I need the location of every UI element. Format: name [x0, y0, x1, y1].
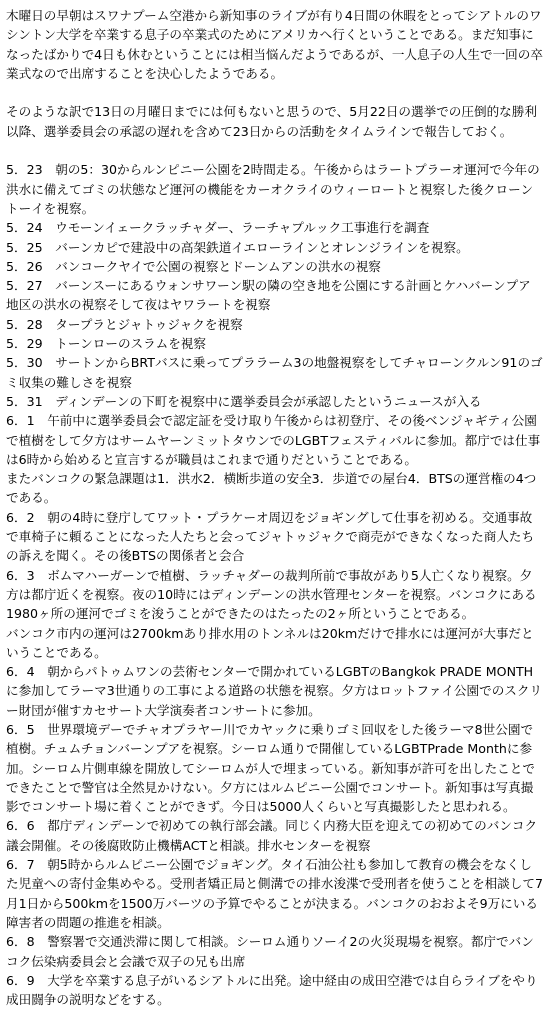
paragraph-gap — [6, 83, 543, 102]
timeline-entry-0526: 5．26 バンコークヤイで公園の視察とドーンムアンの洪水の視察 — [6, 258, 381, 274]
paragraph-gap — [6, 141, 543, 160]
intro-paragraph-2: そのような訳で13日の月曜日までには何もないと思うので、5月22日の選挙での圧倒的な勝利以降、選挙委員会の承認の遅れを含めて23日からの活動をタイムラインで報告しておく。 — [6, 104, 537, 139]
timeline-entry-0528: 5．28 タープラとジャトゥジャクを視察 — [6, 316, 243, 332]
timeline-entry-0602: 6．2 朝の4時に登庁してワット・プラケーオ周辺をジョギングして仕事を初める。交通事故で車椅子に頼ることになった人たちと会ってジャトゥジャクで商売ができなくなった商人たちの訴えを聞く。その後BTSの関係者と会合 — [6, 509, 535, 564]
timeline-entry-0601: 6．1 午前中に選挙委員会で認定証を受け取り午後からは初登庁、その後ベンジャギティ公園で植樹をして夕方はサームヤーンミットタウンでのLGBTフェスティバルに参加。都庁では仕事は6時から始めると宣言するが職員はこれまで通りだということである。 — [6, 413, 541, 467]
timeline-entry-0604: 6．4 朝からパトゥムワンの芸術センターで開かれているLGBTのBangkok PRADE MONTHに参加してラーマ3世通りの工事による道路の状態を視察。夕方はロットファイ公園でのスクリー財団が催すカセサート大学演奏者コンサートに参加。 — [6, 664, 543, 718]
timeline-entry-0525: 5．25 バーンカピで建設中の高架鉄道イエローラインとオレンジラインを視察。 — [6, 239, 469, 255]
intro-paragraph-1: 木曜日の早朝はスワナプーム空港から新知事のライブが有り4日間の休暇をとってシアトルのワシントン大学を卒業する息子の卒業式のためにアメリカへ行くということである。まだ知事になったばかりで4日も休むということには相当悩んだようであるが、一人息子の人生で一回の卒業式なので出席することを決心したようである。 — [6, 8, 543, 81]
timeline-entry-0603: 6．3 ボムマハーガーンで植樹、ラッチャダーの裁判所前で事故があり5人亡くなり視察。夕方は都庁近くを視察。夜の10時にはディンデーンの洪水管理センターを視察。バンコクにある1980ヶ所の運河でゴミを浚うことができたのはたったの2ヶ所ということである。 — [6, 567, 537, 622]
timeline-entry-0531: 5．31 ディンデーンの下町を視察中に選挙委員会が承認したというニュースが入る — [6, 393, 482, 409]
timeline-entry-0529: 5．29 トーンローのスラムを視察 — [6, 336, 206, 352]
timeline-entry-0601-note: またバンコクの緊急課題は1．洪水2．横断歩道の安全3．歩道での屋台4．BTSの運営権の4つである。 — [6, 471, 537, 506]
timeline-entry-0609: 6．9 大学を卒業する息子がいるシアトルに出発。途中経由の成田空港では自らライブをやり成田闘争の説明などをする。 — [6, 972, 538, 1008]
timeline-entry-0605: 6．5 世界環境デーでチャオプラヤー川でカヤックに乗りゴミ回収をした後ラーマ8世公園で植樹。チュムチョンバーンプアを視察。シーロム通りで開催しているLGBTPrade Monthに参加。シーロム片側車線を開放してシーロムが人で埋まっている。新知事が許可を出したことでできたことで警官は全然見かけない。夕方にはルムピニー公園でコンサート。新知事は写真撮影でコンサート場に着くことができず。今日は5000人くらいと写真撮影したと思われる。 — [6, 721, 535, 815]
timeline-entry-0524: 5．24 ウモーンイェークラッチャダー、ラーチャプルック工事進行を調査 — [6, 220, 430, 236]
timeline-entry-0527: 5．27 バーンスーにあるウォンサワーン駅の隣の空き地を公園にする計画とケハバーンプア地区の洪水の視察そして夜はヤワラートを視察 — [6, 278, 531, 313]
timeline-entry-0608: 6．8 警察署で交通渋滞に関して相談。シーロム通りソーイ2の火災現場を視察。都庁でバンコク伝染病委員会と会議で双子の兄も出席 — [6, 934, 534, 969]
timeline-entry-0523: 5．23 朝の5：30からルンピニー公園を2時間走る。午後からはラートプラーオ運河で今年の洪水に備えてゴミの状態など運河の機能をカーオクライのウィーロートと視察した後クローントーイを視察。 — [6, 162, 540, 216]
timeline-entry-0530: 5．30 サートンからBRTバスに乗ってプララーム3の地盤視察をしてチャローンクルン91のゴミ収集の難しさを視察 — [6, 355, 543, 390]
timeline-entry-0606: 6．6 都庁ディンデーンで初めての執行部会議。同じく内務大臣を迎えての初めてのバンコク議会開催。その後腐敗防止機構ACTと相談。排水センターを視察 — [6, 818, 538, 853]
timeline-entry-0607: 6．7 朝5時からルムピニー公園でジョギング。タイ石油公社も参加して教育の機会をなくした児童への寄付金集めやる。受刑者矯正局と側溝での排水浚渫で受刑者を使うことを相談して7月1日から500kmを1500万バーツの予算でやることが決まる。バンコクのおおよそ9万にいる障害者の問題の推進を相談。 — [6, 857, 543, 930]
timeline-list — [6, 160, 543, 1009]
timeline-entry-0603-note: バンコク市内の運河は2700kmあり排水用のトンネルは20kmだけで排水には運河が大事だということである。 — [6, 625, 534, 660]
